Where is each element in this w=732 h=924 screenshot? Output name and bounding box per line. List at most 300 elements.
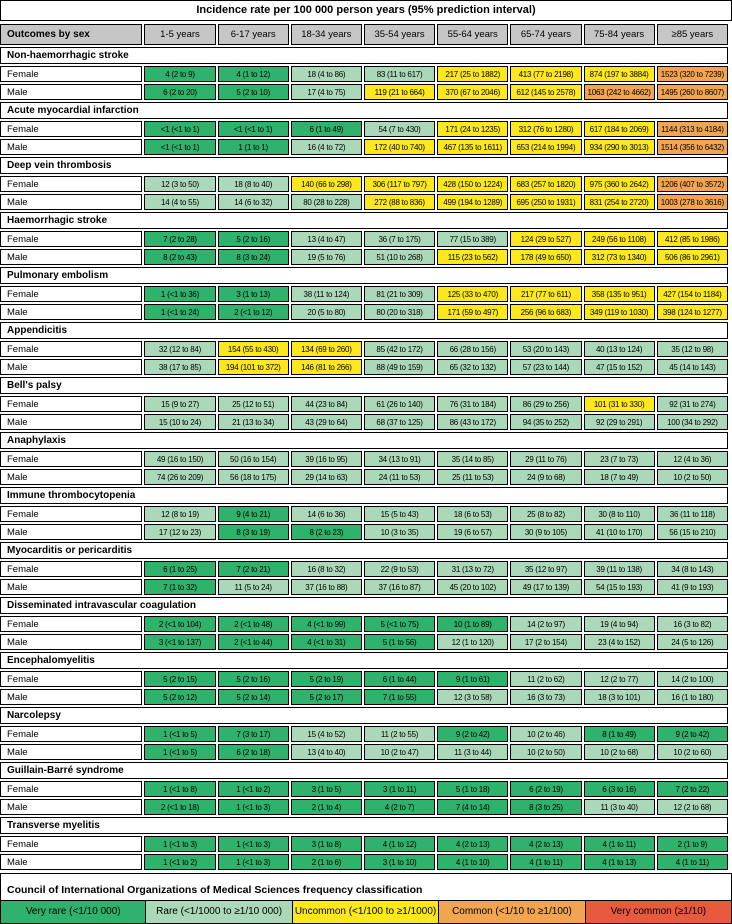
incidence-table-body [0, 47, 728, 870]
table-row [0, 414, 728, 430]
legend-item-vr: Very rare (<1/10 000) [0, 900, 146, 924]
row-label-male: Male [0, 744, 142, 760]
incidence-cell: 7 (3 to 17) [218, 726, 289, 742]
incidence-cell: 41 (10 to 170) [584, 524, 655, 540]
incidence-cell: 49 (16 to 150) [144, 451, 215, 467]
incidence-cell: 9 (1 to 61) [437, 671, 508, 687]
incidence-cell: 6 (3 to 16) [584, 781, 655, 797]
incidence-cell: 14 (2 to 97) [510, 616, 581, 632]
section-row [0, 47, 728, 64]
incidence-cell: 22 (9 to 53) [364, 561, 435, 577]
incidence-cell: 9 (2 to 42) [657, 726, 728, 742]
incidence-cell: 56 (15 to 210) [657, 524, 728, 540]
section-header: Immune thrombocytopenia [0, 487, 728, 504]
incidence-cell: 370 (67 to 2046) [437, 84, 508, 100]
incidence-cell: 38 (11 to 124) [291, 286, 362, 302]
incidence-cell: 12 (2 to 77) [584, 671, 655, 687]
incidence-cell: 10 (3 to 35) [364, 524, 435, 540]
incidence-cell: 45 (14 to 143) [657, 359, 728, 375]
incidence-cell: 1 (<1 to 5) [144, 726, 215, 742]
incidence-cell: 272 (88 to 836) [364, 194, 435, 210]
row-label-male: Male [0, 799, 142, 815]
incidence-cell: 12 (4 to 36) [657, 451, 728, 467]
incidence-cell: 4 (<1 to 31) [291, 634, 362, 650]
table-row [0, 781, 728, 797]
table-row [0, 451, 728, 467]
incidence-cell: 12 (2 to 68) [657, 799, 728, 815]
incidence-cell: 4 (1 to 12) [364, 836, 435, 852]
incidence-cell: 57 (23 to 144) [510, 359, 581, 375]
incidence-cell: 8 (2 to 23) [291, 524, 362, 540]
section-header: Encephalomyelitis [0, 652, 728, 669]
incidence-cell: <1 (<1 to 1) [144, 121, 215, 137]
table-row [0, 286, 728, 302]
incidence-cell: 11 (5 to 24) [218, 579, 289, 595]
row-label-female: Female [0, 176, 142, 192]
incidence-cell: 140 (66 to 298) [291, 176, 362, 192]
table-row [0, 304, 728, 320]
incidence-cell: 54 (15 to 193) [584, 579, 655, 595]
incidence-cell: 2 (<1 to 104) [144, 616, 215, 632]
incidence-cell: 18 (6 to 53) [437, 506, 508, 522]
incidence-cell: 1 (<1 to 2) [218, 781, 289, 797]
incidence-cell: 15 (4 to 52) [291, 726, 362, 742]
incidence-cell: 54 (7 to 430) [364, 121, 435, 137]
section-header: Acute myocardial infarction [0, 102, 728, 119]
incidence-cell: 349 (119 to 1030) [584, 304, 655, 320]
incidence-cell: 45 (20 to 102) [437, 579, 508, 595]
incidence-cell: 975 (360 to 2642) [584, 176, 655, 192]
incidence-cell: 4 (2 to 9) [144, 66, 215, 82]
table-row [0, 671, 728, 687]
incidence-cell: 3 (1 to 8) [291, 836, 362, 852]
incidence-cell: 2 (<1 to 48) [218, 616, 289, 632]
column-header-row [0, 24, 728, 45]
section-header: Transverse myelitis [0, 817, 728, 834]
age-column-header: 18-34 years [291, 24, 362, 45]
incidence-cell: 36 (11 to 118) [657, 506, 728, 522]
section-row [0, 157, 728, 174]
incidence-cell: 34 (13 to 91) [364, 451, 435, 467]
table-row [0, 139, 728, 155]
incidence-cell: 7 (2 to 21) [218, 561, 289, 577]
incidence-cell: 6 (1 to 25) [144, 561, 215, 577]
table-row [0, 341, 728, 357]
row-label-male: Male [0, 84, 142, 100]
incidence-cell: 81 (21 to 309) [364, 286, 435, 302]
incidence-cell: 101 (31 to 330) [584, 396, 655, 412]
table-row [0, 66, 728, 82]
incidence-cell: 172 (40 to 740) [364, 139, 435, 155]
incidence-cell: 2 (1 to 6) [291, 854, 362, 870]
incidence-cell: 77 (15 to 389) [437, 231, 508, 247]
incidence-cell: 12 (1 to 120) [437, 634, 508, 650]
table-row [0, 726, 728, 742]
section-header: Bell's palsy [0, 377, 728, 394]
table-row [0, 121, 728, 137]
incidence-cell: 37 (16 to 87) [364, 579, 435, 595]
incidence-cell: 17 (12 to 23) [144, 524, 215, 540]
incidence-cell: 4 (1 to 11) [657, 854, 728, 870]
incidence-cell: 6 (1 to 44) [364, 671, 435, 687]
figure-title: Incidence rate per 100 000 person years (95% prediction interval) [0, 0, 732, 21]
section-row [0, 377, 728, 394]
incidence-cell: 85 (42 to 172) [364, 341, 435, 357]
incidence-cell: 29 (11 to 76) [510, 451, 581, 467]
incidence-cell: 115 (23 to 562) [437, 249, 508, 265]
incidence-cell: 358 (135 to 951) [584, 286, 655, 302]
table-row [0, 634, 728, 650]
incidence-cell: 119 (21 to 664) [364, 84, 435, 100]
incidence-cell: 146 (81 to 266) [291, 359, 362, 375]
incidence-cell: 154 (55 to 430) [218, 341, 289, 357]
age-column-header: 55-64 years [437, 24, 508, 45]
section-row [0, 212, 728, 229]
incidence-cell: 15 (10 to 24) [144, 414, 215, 430]
incidence-cell: 16 (1 to 180) [657, 689, 728, 705]
incidence-cell: 37 (16 to 88) [291, 579, 362, 595]
section-row [0, 432, 728, 449]
incidence-cell: 32 (12 to 84) [144, 341, 215, 357]
row-label-male: Male [0, 359, 142, 375]
incidence-cell: 11 (3 to 40) [584, 799, 655, 815]
row-label-female: Female [0, 121, 142, 137]
incidence-cell: 34 (8 to 143) [657, 561, 728, 577]
row-label-female: Female [0, 616, 142, 632]
legend-item-vc: Very common (≥1/10) [586, 900, 732, 924]
incidence-cell: 1495 (260 to 8607) [657, 84, 728, 100]
incidence-cell: 86 (43 to 172) [437, 414, 508, 430]
incidence-cell: 20 (5 to 80) [291, 304, 362, 320]
incidence-cell: 3 (1 to 13) [218, 286, 289, 302]
incidence-cell: 19 (5 to 76) [291, 249, 362, 265]
incidence-cell: 6 (2 to 18) [218, 744, 289, 760]
row-label-female: Female [0, 66, 142, 82]
incidence-cell: 256 (96 to 683) [510, 304, 581, 320]
incidence-cell: 1 (<1 to 2) [144, 854, 215, 870]
incidence-cell: 874 (197 to 3884) [584, 66, 655, 82]
incidence-cell: 74 (26 to 209) [144, 469, 215, 485]
incidence-cell: 14 (6 to 36) [291, 506, 362, 522]
incidence-cell: 30 (9 to 105) [510, 524, 581, 540]
incidence-cell: 31 (13 to 72) [437, 561, 508, 577]
age-column-header: 65-74 years [510, 24, 581, 45]
incidence-cell: 5 (2 to 16) [218, 671, 289, 687]
row-label-female: Female [0, 451, 142, 467]
incidence-cell: 6 (2 to 20) [144, 84, 215, 100]
incidence-cell: 499 (194 to 1289) [437, 194, 508, 210]
table-row [0, 744, 728, 760]
incidence-cell: 171 (59 to 497) [437, 304, 508, 320]
incidence-cell: 24 (11 to 53) [364, 469, 435, 485]
incidence-cell: 6 (2 to 19) [510, 781, 581, 797]
incidence-cell: 1514 (356 to 6432) [657, 139, 728, 155]
incidence-cell: 10 (2 to 50) [510, 744, 581, 760]
incidence-cell: 5 (2 to 12) [144, 689, 215, 705]
row-label-female: Female [0, 671, 142, 687]
incidence-cell: 30 (8 to 110) [584, 506, 655, 522]
incidence-cell: 3 (<1 to 137) [144, 634, 215, 650]
row-label-female: Female [0, 286, 142, 302]
section-row [0, 652, 728, 669]
incidence-cell: 5 (2 to 16) [218, 231, 289, 247]
row-label-male: Male [0, 524, 142, 540]
incidence-cell: 65 (32 to 132) [437, 359, 508, 375]
incidence-cell: 1 (<1 to 3) [218, 836, 289, 852]
age-column-header: 75-84 years [584, 24, 655, 45]
incidence-cell: 19 (4 to 94) [584, 616, 655, 632]
table-row [0, 469, 728, 485]
incidence-cell: 47 (15 to 152) [584, 359, 655, 375]
incidence-cell: 35 (14 to 85) [437, 451, 508, 467]
section-row [0, 597, 728, 614]
incidence-cell: 39 (11 to 138) [584, 561, 655, 577]
incidence-cell: 15 (5 to 43) [364, 506, 435, 522]
incidence-cell: 25 (11 to 53) [437, 469, 508, 485]
incidence-cell: 61 (26 to 140) [364, 396, 435, 412]
row-label-male: Male [0, 304, 142, 320]
incidence-cell: 7 (2 to 28) [144, 231, 215, 247]
section-row [0, 267, 728, 284]
incidence-cell: 50 (16 to 154) [218, 451, 289, 467]
table-row [0, 249, 728, 265]
section-header: Narcolepsy [0, 707, 728, 724]
incidence-cell: 4 (1 to 10) [437, 854, 508, 870]
incidence-cell: 5 (1 to 18) [437, 781, 508, 797]
section-row [0, 762, 728, 779]
incidence-cell: 7 (1 to 55) [364, 689, 435, 705]
incidence-cell: 43 (29 to 64) [291, 414, 362, 430]
incidence-cell: 1 (<1 to 8) [144, 781, 215, 797]
incidence-cell: 14 (4 to 55) [144, 194, 215, 210]
incidence-cell: 86 (29 to 256) [510, 396, 581, 412]
incidence-cell: 1 (<1 to 3) [218, 799, 289, 815]
incidence-cell: 413 (77 to 2198) [510, 66, 581, 82]
incidence-cell: 178 (49 to 650) [510, 249, 581, 265]
incidence-cell: 53 (20 to 143) [510, 341, 581, 357]
incidence-cell: 14 (2 to 100) [657, 671, 728, 687]
incidence-cell: 18 (4 to 86) [291, 66, 362, 82]
incidence-cell: 16 (4 to 72) [291, 139, 362, 155]
section-header: Guillain-Barré syndrome [0, 762, 728, 779]
incidence-cell: 5 (2 to 14) [218, 689, 289, 705]
table-row [0, 176, 728, 192]
incidence-cell: 1 (<1 to 5) [144, 744, 215, 760]
table-row [0, 561, 728, 577]
section-row [0, 707, 728, 724]
incidence-cell: <1 (<1 to 1) [144, 139, 215, 155]
incidence-table [0, 22, 730, 872]
table-row [0, 359, 728, 375]
incidence-cell: 12 (3 to 50) [144, 176, 215, 192]
incidence-cell: 80 (28 to 228) [291, 194, 362, 210]
incidence-cell: <1 (<1 to 1) [218, 121, 289, 137]
incidence-cell: 10 (2 to 50) [657, 469, 728, 485]
incidence-cell: 80 (20 to 318) [364, 304, 435, 320]
incidence-cell: 100 (34 to 292) [657, 414, 728, 430]
incidence-cell: 9 (4 to 21) [218, 506, 289, 522]
incidence-cell: 5 (<1 to 75) [364, 616, 435, 632]
incidence-cell: 4 (2 to 7) [364, 799, 435, 815]
incidence-cell: 428 (150 to 1224) [437, 176, 508, 192]
incidence-cell: 5 (2 to 15) [144, 671, 215, 687]
incidence-cell: 398 (124 to 1277) [657, 304, 728, 320]
incidence-cell: 8 (3 to 19) [218, 524, 289, 540]
incidence-cell: 1 (1 to 1) [218, 139, 289, 155]
incidence-cell: 194 (101 to 372) [218, 359, 289, 375]
incidence-cell: 25 (8 to 82) [510, 506, 581, 522]
row-label-female: Female [0, 341, 142, 357]
incidence-cell: 7 (2 to 22) [657, 781, 728, 797]
incidence-cell: 13 (4 to 40) [291, 744, 362, 760]
incidence-cell: 1003 (278 to 3616) [657, 194, 728, 210]
incidence-cell: 7 (1 to 32) [144, 579, 215, 595]
incidence-cell: 612 (145 to 2578) [510, 84, 581, 100]
age-column-header: 35-54 years [364, 24, 435, 45]
incidence-cell: 5 (2 to 17) [291, 689, 362, 705]
incidence-cell: 11 (2 to 55) [364, 726, 435, 742]
incidence-cell: 24 (5 to 126) [657, 634, 728, 650]
incidence-cell: 14 (6 to 32) [218, 194, 289, 210]
table-row [0, 854, 728, 870]
incidence-cell: 1206 (407 to 3572) [657, 176, 728, 192]
incidence-cell: 23 (7 to 73) [584, 451, 655, 467]
incidence-cell: 217 (25 to 1882) [437, 66, 508, 82]
incidence-cell: 4 (1 to 11) [584, 836, 655, 852]
row-label-male: Male [0, 854, 142, 870]
incidence-cell: 4 (1 to 12) [218, 66, 289, 82]
incidence-cell: 1063 (242 to 4662) [584, 84, 655, 100]
incidence-cell: 21 (13 to 34) [218, 414, 289, 430]
incidence-cell: 36 (7 to 175) [364, 231, 435, 247]
incidence-cell: 8 (2 to 43) [144, 249, 215, 265]
incidence-cell: 12 (8 to 19) [144, 506, 215, 522]
section-header: Anaphylaxis [0, 432, 728, 449]
incidence-cell: 171 (24 to 1235) [437, 121, 508, 137]
incidence-cell: 4 (2 to 13) [510, 836, 581, 852]
section-header: Myocarditis or pericarditis [0, 542, 728, 559]
section-row [0, 102, 728, 119]
incidence-cell: 1144 (313 to 4184) [657, 121, 728, 137]
incidence-cell: 312 (76 to 1280) [510, 121, 581, 137]
section-row [0, 487, 728, 504]
incidence-cell: 51 (10 to 268) [364, 249, 435, 265]
incidence-cell: 217 (77 to 611) [510, 286, 581, 302]
incidence-cell: 83 (11 to 617) [364, 66, 435, 82]
incidence-cell: 1 (<1 to 36) [144, 286, 215, 302]
incidence-cell: 695 (250 to 1931) [510, 194, 581, 210]
incidence-cell: 467 (135 to 1611) [437, 139, 508, 155]
incidence-cell: 831 (254 to 2720) [584, 194, 655, 210]
classification-title: Council of International Organizations of Medical Sciences frequency classification [0, 873, 732, 900]
section-header: Haemorrhagic stroke [0, 212, 728, 229]
incidence-cell: 38 (17 to 85) [144, 359, 215, 375]
row-label-male: Male [0, 194, 142, 210]
incidence-cell: 8 (1 to 49) [584, 726, 655, 742]
age-column-header: 1-5 years [144, 24, 215, 45]
incidence-cell: 11 (2 to 62) [510, 671, 581, 687]
incidence-cell: 249 (56 to 1108) [584, 231, 655, 247]
incidence-cell: 10 (2 to 46) [510, 726, 581, 742]
row-label-male: Male [0, 414, 142, 430]
table-row [0, 524, 728, 540]
incidence-cell: 16 (3 to 73) [510, 689, 581, 705]
incidence-cell: 11 (3 to 44) [437, 744, 508, 760]
incidence-cell: 10 (1 to 89) [437, 616, 508, 632]
row-label-female: Female [0, 506, 142, 522]
incidence-cell: 35 (12 to 97) [510, 561, 581, 577]
row-label-female: Female [0, 836, 142, 852]
incidence-cell: 617 (184 to 2069) [584, 121, 655, 137]
section-row [0, 817, 728, 834]
incidence-cell: 1 (<1 to 24) [144, 304, 215, 320]
section-header: Disseminated intravascular coagulation [0, 597, 728, 614]
section-header: Non-haemorrhagic stroke [0, 47, 728, 64]
incidence-cell: 1 (<1 to 3) [144, 836, 215, 852]
incidence-cell: 18 (3 to 101) [584, 689, 655, 705]
table-row [0, 396, 728, 412]
incidence-cell: 12 (3 to 58) [437, 689, 508, 705]
table-row [0, 194, 728, 210]
age-column-header: ≥85 years [657, 24, 728, 45]
incidence-cell: 2 (<1 to 44) [218, 634, 289, 650]
incidence-cell: 7 (4 to 14) [437, 799, 508, 815]
table-row [0, 84, 728, 100]
section-header: Appendicitis [0, 322, 728, 339]
incidence-cell: 9 (2 to 42) [437, 726, 508, 742]
incidence-cell: 39 (16 to 95) [291, 451, 362, 467]
row-label-male: Male [0, 469, 142, 485]
outcomes-by-sex-header: Outcomes by sex [0, 24, 142, 45]
incidence-cell: 88 (49 to 159) [364, 359, 435, 375]
incidence-cell: 5 (2 to 10) [218, 84, 289, 100]
incidence-cell: 92 (31 to 274) [657, 396, 728, 412]
incidence-cell: 35 (12 to 98) [657, 341, 728, 357]
incidence-cell: 49 (17 to 139) [510, 579, 581, 595]
incidence-cell: 5 (2 to 19) [291, 671, 362, 687]
incidence-cell: 10 (2 to 68) [584, 744, 655, 760]
row-label-male: Male [0, 579, 142, 595]
incidence-cell: 16 (8 to 32) [291, 561, 362, 577]
incidence-cell: 17 (4 to 75) [291, 84, 362, 100]
table-row [0, 836, 728, 852]
legend-item-u: Uncommon (<1/100 to ≥1/1000) [293, 900, 439, 924]
incidence-cell: 17 (2 to 154) [510, 634, 581, 650]
incidence-cell: 412 (85 to 1986) [657, 231, 728, 247]
incidence-cell: 306 (117 to 797) [364, 176, 435, 192]
incidence-cell: 427 (154 to 1184) [657, 286, 728, 302]
incidence-cell: 2 (1 to 4) [291, 799, 362, 815]
incidence-cell: 19 (6 to 57) [437, 524, 508, 540]
incidence-cell: 29 (14 to 63) [291, 469, 362, 485]
age-column-header: 6-17 years [218, 24, 289, 45]
incidence-cell: 125 (33 to 470) [437, 286, 508, 302]
incidence-cell: 934 (290 to 3013) [584, 139, 655, 155]
incidence-cell: 1523 (320 to 7239) [657, 66, 728, 82]
frequency-legend [0, 900, 732, 924]
incidence-cell: 4 (2 to 13) [437, 836, 508, 852]
incidence-cell: 312 (73 to 1340) [584, 249, 655, 265]
row-label-female: Female [0, 396, 142, 412]
row-label-male: Male [0, 249, 142, 265]
row-label-male: Male [0, 634, 142, 650]
legend-item-c: Common (<1/10 to ≥1/100) [439, 900, 585, 924]
incidence-cell: 68 (37 to 125) [364, 414, 435, 430]
incidence-cell: 2 (1 to 9) [657, 836, 728, 852]
section-header: Deep vein thrombosis [0, 157, 728, 174]
incidence-cell: 124 (29 to 527) [510, 231, 581, 247]
incidence-cell: 18 (7 to 49) [584, 469, 655, 485]
